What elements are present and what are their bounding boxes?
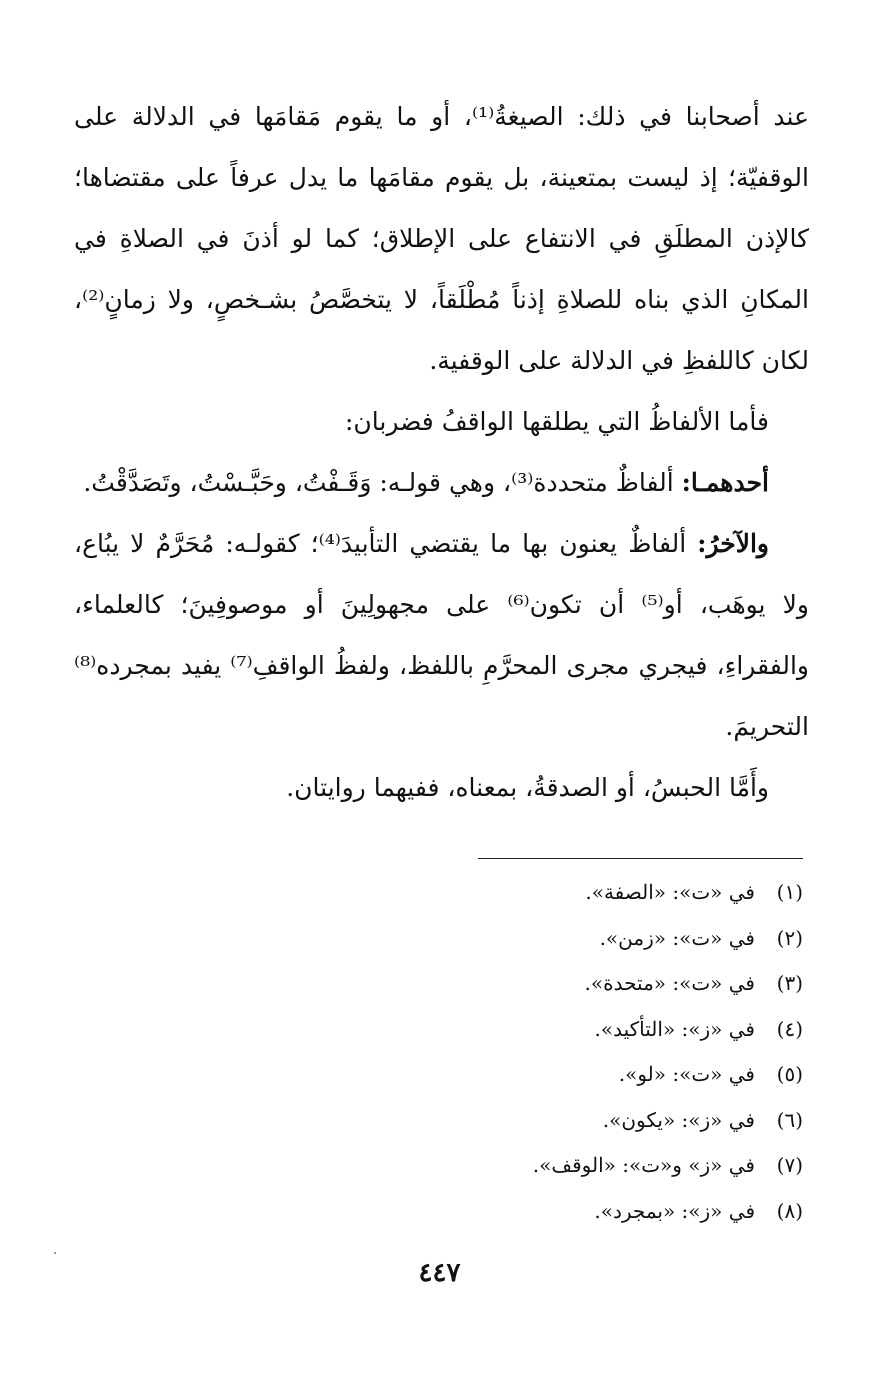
paragraph-3	[74, 452, 809, 513]
paragraph-1: عند أصحابنا في ذلك: الصيغةُ⁽¹⁾، أو ما يقوم مَقامَها في الدلالة على الوقفيّة؛ إذ ليست بمتعينة، بل يقوم مقامَها ما يدل عرفاً على مقتضاها؛ كالإذن المطلَقِ في الانتفاع على الإطلاق؛ كما لو أذنَ في الصلاةِ في المكانِ الذي بناه للصلاةِ إذناً مُطْلَقاً، لا يتخصَّصُ بشـخصٍ، ولا زمانٍ⁽²⁾، لكان كاللفظِ في الدلالة على الوقفية.	[74, 102, 809, 375]
footnote-item	[323, 1098, 803, 1144]
paragraph-3-text: ألفاظٌ متحددة⁽³⁾، وهي قولـه: وَقَـفْتُ، وحَبَّـسْتُ، وتَصَدَّقْتُ.	[83, 468, 682, 497]
footnote-number: (٢)	[776, 925, 803, 950]
footnotes-list	[323, 870, 803, 1234]
footnote-text: في «ز» و«ت»: «الوقف».	[532, 1153, 755, 1177]
footnote-item	[323, 1143, 803, 1189]
footnote-number: (٦)	[776, 1107, 803, 1132]
main-text-body	[74, 86, 809, 818]
paragraph-4-text: ألفاظٌ يعنون بها ما يقتضي التأبيدَ⁽⁴⁾؛ كقولـه: مُحَرَّمٌ لا يبُاع، ولا يوهَب، أو⁽⁵⁾ أن تكون⁽⁶⁾ على مجهولِينَ أو موصوفِينَ؛ كالعلماء، والفقراءِ، فيجري مجرى المحرَّمِ باللفظ، ولفظُ الواقفِ⁽⁷⁾ يفيد بمجرده⁽⁸⁾ التحريمَ.	[74, 529, 809, 741]
footnote-item	[323, 916, 803, 962]
footnote-text: في «ت»: «زمن».	[599, 925, 755, 950]
footnote-number: (٧)	[776, 1153, 803, 1177]
footnote-text: في «ت»: «متحدة».	[584, 971, 755, 995]
footnote-text: في «ز»: «التأكيد».	[594, 1016, 755, 1041]
footnote-number: (٥)	[776, 1062, 803, 1086]
footnote-text: في «ت»: «لو».	[618, 1062, 755, 1086]
footnote-item	[323, 1052, 803, 1098]
footnote-number: (٨)	[776, 1198, 803, 1223]
paragraph-4	[74, 513, 809, 757]
footnote-text: في «ز»: «بمجرد».	[594, 1198, 755, 1223]
footnote-item	[323, 1189, 803, 1235]
footnote-number: (٤)	[776, 1016, 803, 1041]
footnote-item	[323, 961, 803, 1007]
footnote-number: (٣)	[776, 971, 803, 995]
footnote-number: (١)	[776, 880, 803, 904]
paragraph-3-lead: أحدهمـا:	[681, 468, 769, 497]
paragraph-2: فأما الألفاظُ التي يطلقها الواقفُ فضربان:	[344, 407, 769, 436]
paragraph-5: وأَمَّا الحبسُ، أو الصدقةُ، بمعناه، ففيهما روايتان.	[286, 773, 769, 802]
page-number: ٤٤٧	[418, 1258, 461, 1288]
scan-speck	[54, 1252, 56, 1254]
footnote-text: في «ز»: «يكون».	[602, 1107, 755, 1132]
paragraph-4-lead: والآخرُ:	[697, 529, 769, 558]
footnote-text: في «ت»: «الصفة».	[585, 880, 755, 904]
footnote-item	[323, 870, 803, 916]
footnote-item	[323, 1007, 803, 1053]
footnote-separator	[478, 858, 803, 859]
